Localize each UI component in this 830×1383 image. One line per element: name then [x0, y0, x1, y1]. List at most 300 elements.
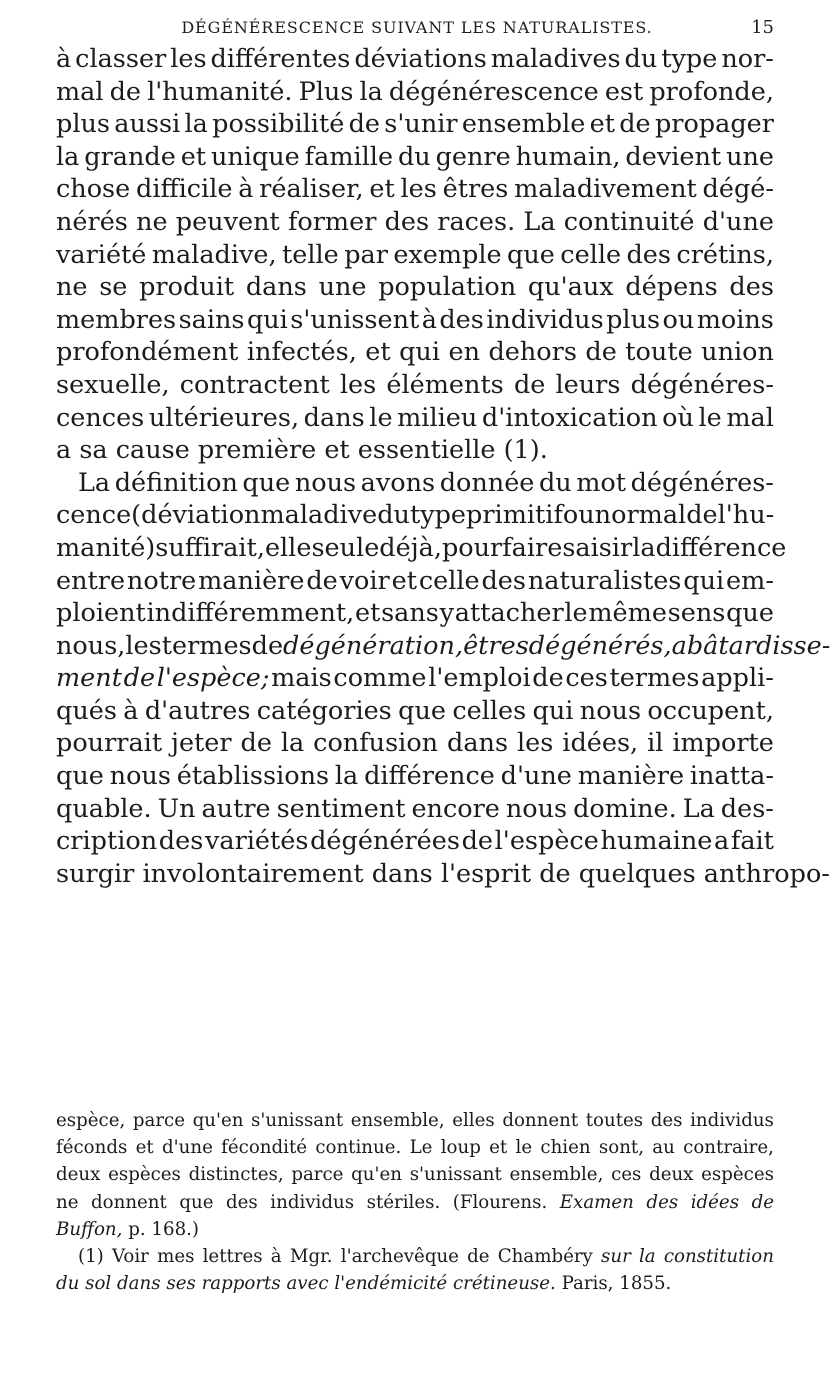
word: nous — [579, 695, 642, 726]
word: ou — [562, 500, 595, 531]
word: de — [306, 565, 338, 596]
word: la — [334, 761, 359, 792]
word: de — [619, 109, 651, 140]
footnote-line — [56, 1161, 774, 1188]
word: l'endémicité — [334, 1273, 453, 1295]
word: dégénérescence — [388, 76, 599, 107]
word: comme — [333, 663, 427, 694]
word: notre — [126, 565, 197, 596]
word: y — [439, 598, 455, 629]
footnote-line — [56, 1134, 774, 1161]
word: que — [179, 1191, 214, 1213]
footnote-line — [56, 1216, 774, 1243]
word: manière — [577, 761, 685, 792]
text-line — [56, 141, 774, 174]
word: em- — [726, 565, 774, 596]
word: peuvent — [175, 206, 280, 237]
text-line — [56, 727, 774, 760]
word: des — [481, 565, 526, 596]
word: établissions — [176, 761, 330, 792]
word: parce — [291, 1164, 344, 1186]
word: espèces — [701, 1164, 774, 1186]
word: de — [348, 109, 381, 140]
word: qu'en — [192, 1110, 244, 1131]
word: par — [344, 239, 388, 270]
word: avons — [360, 467, 436, 498]
text-line — [56, 206, 774, 239]
word: une — [318, 272, 367, 303]
word: membres — [56, 304, 177, 335]
word: s'unissent — [290, 304, 420, 335]
word: et — [135, 1137, 154, 1159]
word: la — [638, 1246, 656, 1268]
word: toutes — [585, 1110, 644, 1131]
text-line — [56, 108, 774, 141]
word: elles — [452, 1110, 495, 1131]
word: que — [507, 239, 555, 270]
word: (1) — [78, 1246, 104, 1268]
word: infectés, — [246, 337, 357, 368]
word: la — [359, 76, 383, 107]
word: occupent, — [647, 695, 774, 726]
word: nous, — [56, 630, 126, 661]
text-line — [56, 369, 774, 402]
word: (1). — [503, 435, 548, 466]
word: différentes — [210, 44, 351, 74]
word: mal — [56, 76, 104, 107]
word: nérés — [56, 206, 128, 237]
word: moins — [696, 304, 774, 335]
word: dehors — [488, 337, 577, 368]
footnote-line — [56, 1270, 774, 1297]
word: et — [365, 337, 391, 368]
word: de — [251, 630, 284, 661]
word: nor- — [721, 44, 774, 74]
text-line — [56, 271, 774, 304]
word: type — [409, 500, 467, 531]
word: sol — [85, 1273, 118, 1295]
text-line — [56, 43, 774, 76]
word: grande — [84, 141, 176, 172]
word: dégénéres- — [630, 467, 774, 498]
word: parce — [132, 1110, 185, 1131]
word: dans — [447, 728, 509, 759]
word: maladive, — [151, 239, 277, 270]
word: maladive — [260, 500, 378, 531]
word: à — [270, 1246, 282, 1268]
word: saisir — [562, 532, 633, 563]
text-line — [56, 825, 774, 858]
word: a — [714, 826, 730, 857]
word: les — [400, 174, 437, 205]
word: et — [589, 109, 615, 140]
word: donnent — [502, 1110, 579, 1131]
word: surgir — [56, 858, 143, 889]
word: et — [369, 174, 395, 205]
word: ment — [56, 663, 122, 694]
word: lettres — [202, 1246, 263, 1268]
word: de — [461, 826, 493, 857]
word: de — [539, 858, 579, 889]
word: à — [421, 304, 437, 335]
word: Buffon, — [56, 1218, 129, 1240]
word: suffirait, — [155, 532, 265, 563]
word: de — [686, 500, 718, 531]
word: (déviation — [131, 500, 261, 531]
text-line — [56, 858, 830, 891]
word: éléments — [386, 369, 504, 400]
word: sur — [601, 1246, 631, 1268]
word: termes — [161, 630, 252, 661]
word: d'une — [702, 206, 774, 237]
word: espèce, — [56, 1110, 126, 1131]
word: exemple — [393, 239, 502, 270]
word: profonde, — [649, 76, 774, 107]
word: des — [158, 826, 204, 857]
word: des — [650, 1110, 683, 1131]
word: seule — [311, 532, 380, 563]
word: du — [56, 1273, 86, 1295]
word: plus — [56, 109, 110, 140]
word: le — [564, 598, 588, 629]
word: dégénération, — [283, 630, 464, 661]
word: propager — [654, 109, 774, 140]
word: rapports — [201, 1273, 287, 1295]
word: des — [439, 304, 484, 335]
word: nous — [294, 467, 357, 498]
word: distinctes, — [188, 1164, 284, 1186]
word: mal — [726, 402, 774, 433]
word: l'humanité. — [147, 76, 293, 107]
word: des — [729, 272, 774, 303]
word: mes — [157, 1246, 195, 1268]
word: union — [701, 337, 774, 368]
word: celles — [452, 695, 527, 726]
word: cription — [56, 826, 158, 857]
word: qu'aux — [527, 272, 614, 303]
word: du — [624, 44, 658, 74]
word: avec — [286, 1273, 335, 1295]
word: nous — [505, 793, 568, 824]
text-line — [56, 76, 774, 109]
word: du — [377, 500, 410, 531]
word: première — [197, 435, 325, 466]
word: entre — [56, 565, 126, 596]
word: et — [391, 565, 417, 596]
word: des — [226, 1191, 258, 1213]
word: dans — [245, 272, 307, 303]
word: d'intoxication — [481, 402, 658, 433]
word: les — [517, 728, 554, 759]
word: que — [242, 467, 291, 498]
word: différence — [364, 761, 495, 792]
word: le — [369, 402, 393, 433]
word: dégénéres- — [630, 369, 774, 400]
word: continuité — [563, 206, 695, 237]
word: variété — [56, 239, 147, 270]
word: donnée — [439, 467, 535, 498]
word: humain, — [515, 141, 621, 172]
word: 1855. — [619, 1273, 672, 1295]
word: devient — [625, 141, 722, 172]
word: Chambéry — [497, 1246, 593, 1268]
word: Mgr. — [289, 1246, 333, 1268]
word: cences — [56, 402, 145, 433]
word: l'emploi — [428, 663, 531, 694]
word: que — [398, 695, 446, 726]
word: du — [538, 467, 572, 498]
word: mais — [271, 663, 332, 694]
word: l'hu- — [717, 500, 775, 531]
word: dégé- — [702, 174, 774, 205]
word: pour — [441, 532, 503, 563]
word: espèces — [108, 1164, 181, 1186]
word: dans — [371, 858, 441, 889]
word: individus — [690, 1110, 774, 1131]
word: profondément — [56, 337, 239, 368]
word: différence — [655, 532, 787, 563]
word: La — [523, 206, 556, 237]
word: individus — [270, 1191, 355, 1213]
text-line — [56, 434, 774, 467]
word: d'une — [162, 1137, 213, 1159]
word: les — [125, 630, 162, 661]
word: s'unir — [384, 109, 458, 140]
word: de — [513, 369, 546, 400]
word: produit — [139, 272, 235, 303]
word: de — [240, 728, 272, 759]
word: ensemble, — [350, 1110, 445, 1131]
word: stériles. — [366, 1191, 441, 1213]
word: humaine — [600, 826, 713, 857]
word: manité) — [56, 532, 156, 563]
word: primitif — [466, 500, 563, 531]
word: l'archevêque — [340, 1246, 459, 1268]
text-line — [56, 662, 774, 695]
word: ces — [565, 663, 608, 694]
word: Un — [157, 793, 196, 824]
word: celle — [560, 239, 622, 270]
word: Plus — [298, 76, 354, 107]
word: naturalistes — [527, 565, 682, 596]
word: continue. — [315, 1137, 402, 1159]
word: individus — [486, 304, 604, 335]
word: nous — [109, 761, 171, 792]
word: ensemble — [461, 109, 586, 140]
word: crétins, — [676, 239, 774, 270]
word: ces — [611, 1164, 642, 1186]
word: l'espèce; — [156, 663, 270, 694]
word: qui — [532, 695, 574, 726]
word: former — [287, 206, 377, 237]
word: termes — [609, 663, 700, 694]
word: féconds — [56, 1137, 128, 1159]
word: cence — [56, 500, 132, 531]
word: donnent — [91, 1191, 167, 1213]
word: (Flourens. — [452, 1191, 548, 1213]
word: ne — [56, 1191, 79, 1213]
word: la — [184, 109, 208, 140]
footnote-line — [56, 1107, 774, 1134]
word: type — [661, 44, 718, 74]
text-line — [56, 304, 774, 337]
word: sa — [79, 435, 116, 466]
word: mot — [576, 467, 627, 498]
word: les — [339, 369, 377, 400]
word: que — [56, 761, 104, 792]
word: des — [384, 206, 430, 237]
word: dépens — [625, 272, 718, 303]
word: définition — [114, 467, 238, 498]
word: ne — [136, 206, 168, 237]
word: idées, — [562, 728, 639, 759]
text-line — [56, 760, 774, 793]
word: pourrait — [56, 728, 163, 759]
word: domine. — [573, 793, 677, 824]
footnote-line — [56, 1243, 774, 1270]
word: La — [682, 793, 715, 824]
word: quable. — [56, 793, 152, 824]
word: importe — [672, 728, 774, 759]
word: de — [123, 663, 156, 694]
word: fait — [730, 826, 774, 857]
text-line — [56, 695, 774, 728]
word: dégénérés, — [528, 630, 672, 661]
word: ou — [662, 304, 695, 335]
word: sens — [667, 598, 726, 629]
text-line — [56, 499, 774, 532]
word: Voir — [111, 1246, 149, 1268]
word: Examen — [559, 1191, 634, 1213]
word: races. — [437, 206, 516, 237]
word: du — [397, 141, 431, 172]
word: plus — [606, 304, 661, 335]
word: celle — [418, 565, 480, 596]
word: qu'en — [351, 1164, 402, 1186]
word: deux — [649, 1164, 694, 1186]
word: et — [324, 435, 358, 466]
word: l'espèce — [494, 826, 599, 857]
word: est — [604, 76, 644, 107]
word: qui — [399, 337, 441, 368]
word: au — [652, 1137, 675, 1159]
word: voir — [339, 565, 390, 596]
word: à — [123, 695, 139, 726]
word: et — [355, 598, 381, 629]
word: à — [238, 174, 254, 205]
word: ultérieures, — [148, 402, 300, 433]
word: se — [99, 272, 128, 303]
word: sexuelle, — [56, 369, 170, 400]
word: maladivement — [514, 174, 697, 205]
word: contraire, — [683, 1137, 774, 1159]
text-line — [56, 597, 774, 630]
word: classer — [75, 44, 167, 74]
word: a — [56, 435, 80, 466]
word: chose — [56, 174, 131, 205]
word: p. — [128, 1218, 152, 1240]
text-line — [56, 467, 774, 500]
word: autre — [201, 793, 271, 824]
word: de — [585, 337, 617, 368]
word: appli- — [701, 663, 774, 694]
word: encore — [411, 793, 500, 824]
word: indifféremment, — [146, 598, 355, 629]
word: telle — [282, 239, 339, 270]
word: dégénérées — [310, 826, 460, 857]
word: la — [56, 141, 80, 172]
word: loup — [440, 1137, 481, 1159]
word: La — [78, 467, 111, 498]
word: manière — [198, 565, 305, 596]
word: les — [170, 44, 207, 74]
word: et — [489, 1137, 508, 1159]
footnote-line — [56, 1189, 774, 1216]
word: jeter — [171, 728, 232, 759]
text-line — [56, 239, 774, 272]
footnotes — [56, 1107, 774, 1297]
text-line — [56, 402, 774, 435]
page-number: 15 — [751, 17, 774, 38]
word: de — [532, 663, 564, 694]
word: s'unissant — [251, 1110, 344, 1131]
word: de — [751, 1191, 774, 1213]
word: constitution — [663, 1246, 774, 1268]
word: dans — [117, 1273, 167, 1295]
word: Le — [409, 1137, 433, 1159]
word: anthropo- — [703, 858, 830, 889]
word: des — [626, 239, 671, 270]
running-head-title: DÉGÉNÉRESCENCE SUIVANT LES NATURALISTES. — [181, 18, 653, 37]
word: abâtardisse- — [671, 630, 830, 661]
word: des- — [720, 793, 774, 824]
word: déviations — [354, 44, 487, 74]
word: la — [632, 532, 656, 563]
word: le — [698, 402, 722, 433]
word: d'autres — [144, 695, 251, 726]
word: contractent — [179, 369, 330, 400]
word: genre — [435, 141, 511, 172]
word: unique — [210, 141, 300, 172]
word: une — [726, 141, 774, 172]
word: normal — [594, 500, 687, 531]
word: crétineuse. — [452, 1273, 562, 1295]
word: ses — [166, 1273, 202, 1295]
word: elle — [264, 532, 312, 563]
word: et — [180, 141, 207, 172]
text-line — [56, 793, 774, 826]
word: d'une — [500, 761, 572, 792]
word: sentiment — [276, 793, 406, 824]
main-text — [56, 43, 830, 890]
running-head — [96, 14, 774, 42]
text-line — [56, 173, 774, 206]
word: confusion — [313, 728, 439, 759]
word: sont, — [598, 1137, 644, 1159]
word: qui — [683, 565, 725, 596]
text-line — [56, 630, 830, 663]
word: en — [448, 337, 480, 368]
word: sans — [381, 598, 439, 629]
word: réaliser, — [259, 174, 364, 205]
word: variétés — [204, 826, 309, 857]
word: ensemble, — [509, 1164, 604, 1186]
word: famille — [304, 141, 394, 172]
word: 168.) — [151, 1218, 200, 1240]
word: catégories — [256, 695, 392, 726]
word: quelques — [578, 858, 704, 889]
word: que — [726, 598, 774, 629]
